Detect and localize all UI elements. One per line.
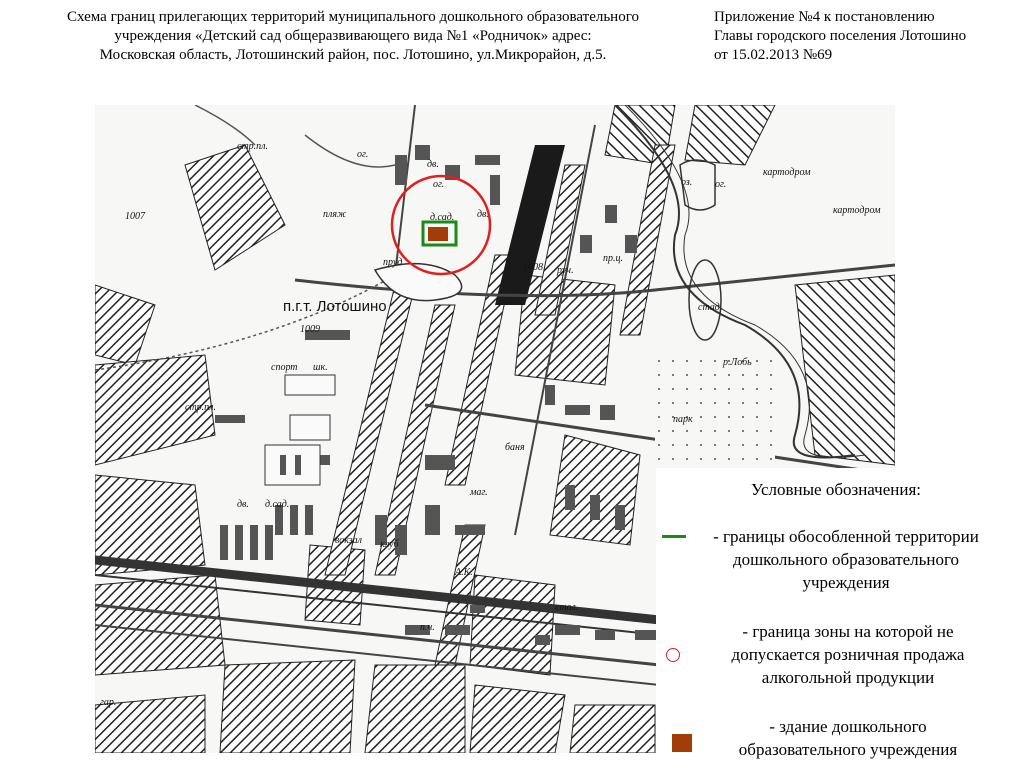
appendix-line-3: от 15.02.2013 №69	[714, 47, 833, 63]
label-pch: п.ч.	[420, 622, 435, 633]
label-banya: баня	[505, 442, 525, 453]
legend-building-line-1: - здание дошкольного	[769, 717, 927, 736]
label-sport: спорт	[271, 362, 298, 373]
title-line-3: Московская область, Лотошинский район, пос. Лотошино, ул.Микрорайон, д.5.	[99, 47, 607, 63]
red-circle-icon	[666, 648, 680, 662]
label-shk: шк.	[313, 362, 328, 373]
label-vokzal: вокзал	[335, 535, 363, 546]
label-1009: 1009	[300, 324, 320, 335]
label-stol: стол.	[555, 602, 579, 613]
label-str-pl-2: стр.пл.	[185, 402, 217, 413]
label-plyazh: пляж	[323, 209, 347, 220]
legend-item-zone	[656, 620, 1016, 692]
label-og-3: ог.	[715, 179, 727, 190]
label-og-2: ог.	[433, 179, 445, 190]
label-str-pl-1: стр.пл.	[237, 141, 269, 152]
legend-zone-line-1: - граница зоны на которой не	[742, 622, 954, 641]
appendix-note	[714, 8, 1014, 65]
label-d-sad-1: д.сад.	[430, 212, 455, 223]
legend-building-line-2: образовательного учреждения	[738, 740, 958, 759]
map-title	[8, 8, 698, 65]
label-dv-3: дв.	[237, 499, 249, 510]
label-kartodrom-1: картодром	[763, 167, 811, 178]
map-legend	[656, 468, 1016, 768]
legend-item-territory	[656, 525, 1016, 597]
label-dv-1: дв.	[427, 159, 439, 170]
label-maz: маг.	[470, 487, 488, 498]
label-klub: клуб	[380, 539, 399, 550]
legend-zone-line-3: алкогольной продукции	[761, 668, 935, 687]
label-stad: стад.	[698, 302, 723, 313]
legend-title: Условные обозначения:	[750, 480, 922, 499]
label-pr-ts: пр.ц.	[603, 253, 623, 264]
legend-zone-line-2: допускается розничная продажа	[731, 645, 965, 664]
label-gar: гар.	[100, 697, 117, 708]
legend-territory-line-1: - границы обособленной территории	[713, 527, 979, 546]
appendix-line-2: Главы городского поселения Лотошино	[714, 28, 967, 44]
label-d-sad-2: д.сад.	[265, 499, 290, 510]
label-1008: 1008	[523, 262, 543, 273]
label-1007: 1007	[125, 211, 145, 222]
label-kartodrom-2: картодром	[833, 205, 881, 216]
label-dv-2: дв.	[477, 209, 489, 220]
label-oz: оз.	[681, 177, 693, 188]
label-prud: пруд	[383, 257, 403, 268]
legend-territory-line-2: дошкольного образовательного	[732, 550, 960, 569]
label-og-1: ог.	[357, 149, 369, 160]
label-ruch: руч.	[557, 265, 574, 276]
label-r-lob: р.Лобь	[723, 357, 752, 368]
title-line-2: учреждения «Детский сад общеразвивающего вида №1 «Родничок» адрес:	[114, 28, 592, 44]
legend-item-building	[656, 715, 1016, 765]
legend-territory-line-3: учреждения	[802, 573, 890, 592]
kindergarten-building	[428, 227, 448, 241]
label-park: парк	[673, 414, 693, 425]
title-line-1: Схема границ прилегающих территорий муниципального дошкольного образовательного	[67, 9, 639, 25]
label-ak: А.К.	[455, 567, 473, 578]
appendix-line-1: Приложение №4 к постановлению	[714, 9, 935, 25]
settlement-label: п.г.т. Лотошино	[283, 298, 387, 315]
